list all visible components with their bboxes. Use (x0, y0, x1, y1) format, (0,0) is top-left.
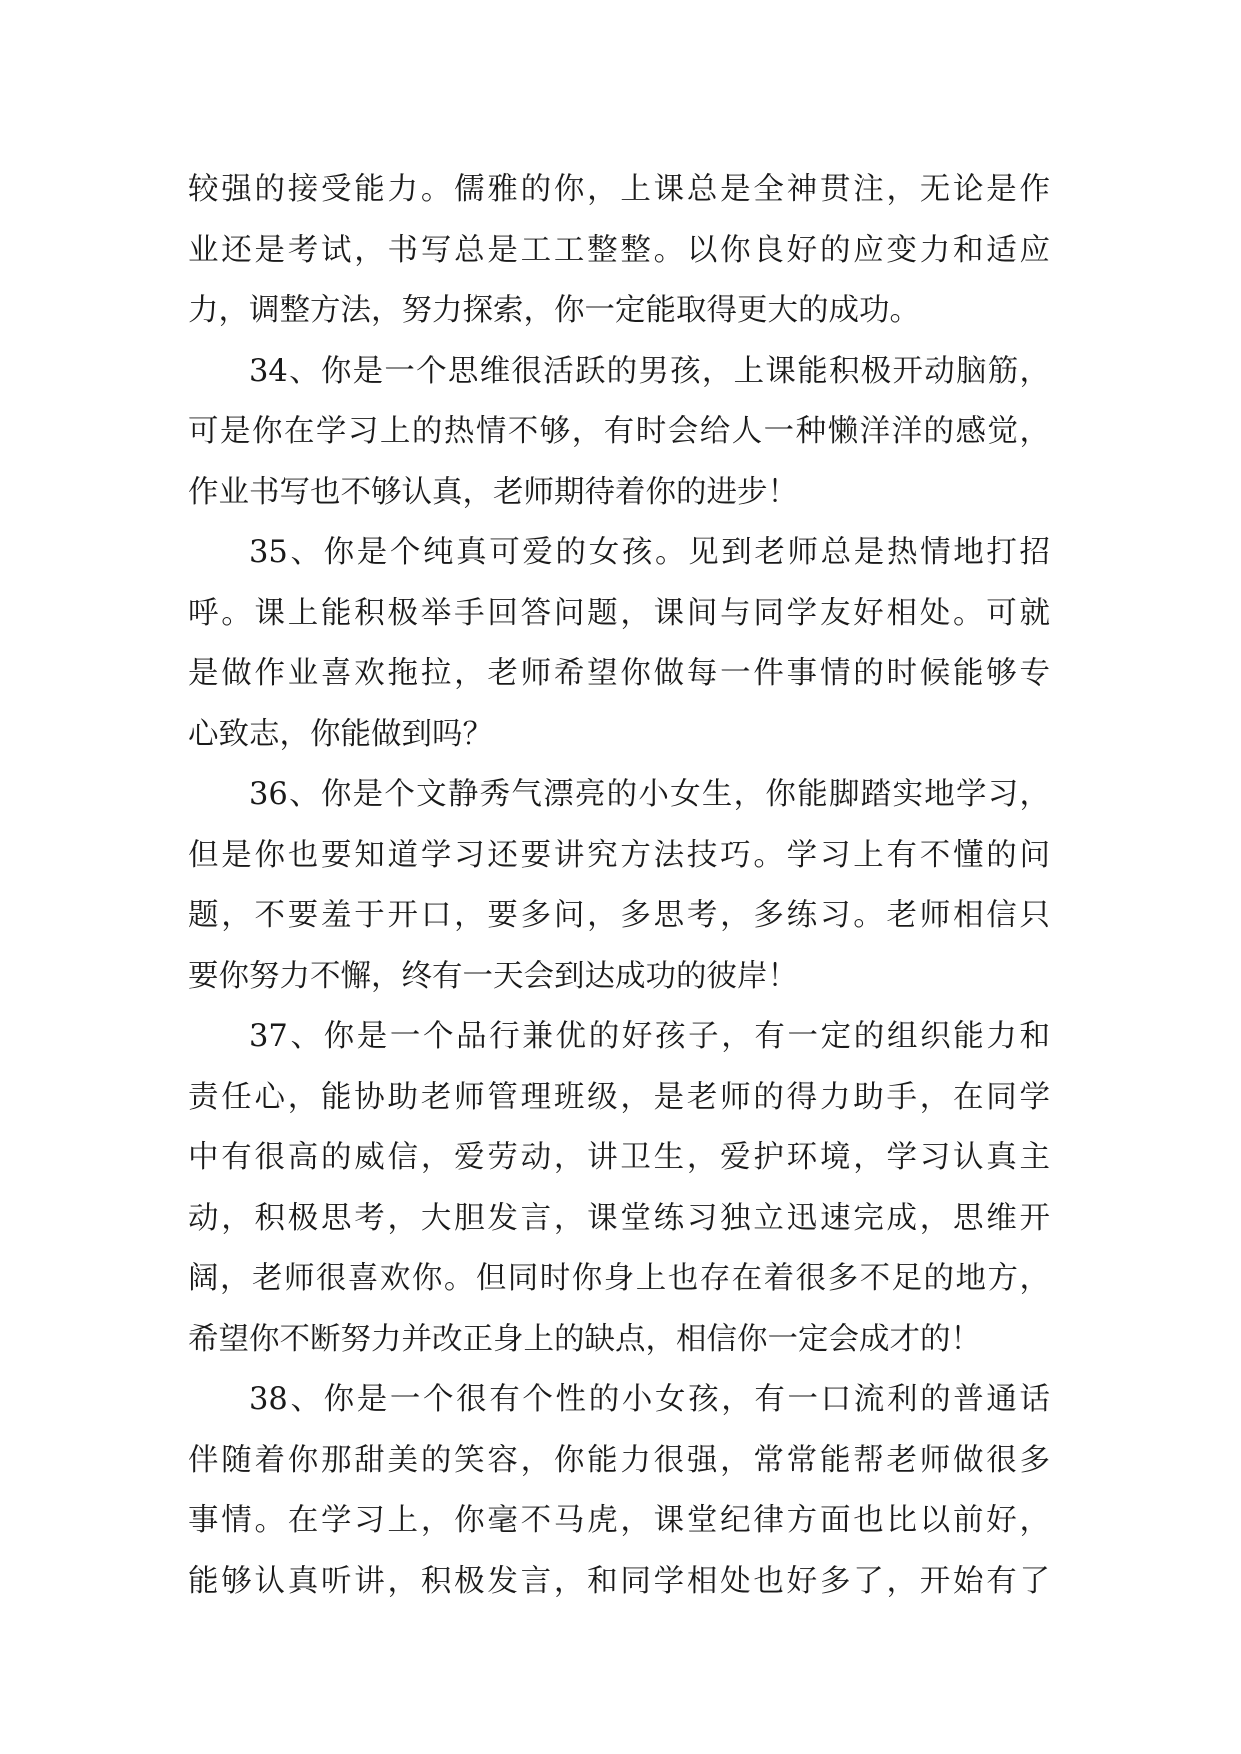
text-line: 心致志，你能做到吗？ (188, 716, 493, 752)
text-line: 力，调整方法，努力探索，你一定能取得更大的成功。 (188, 293, 920, 328)
document-body (188, 160, 1050, 1612)
text-line: 是做作业喜欢拖拉，老师希望你做每一件事情的时候能够专 (188, 656, 1050, 691)
text-line: 可是你在学习上的热情不够，有时会给人一种懒洋洋的感觉， (188, 414, 1050, 449)
text-line: 但是你也要知道学习还要讲究方法技巧。学习上有不懂的问 (188, 837, 1050, 873)
text-line: 呼。课上能积极举手回答问题，课间与同学友好相处。可就 (188, 595, 1050, 631)
paragraph-start-37: 37、你是一个品行兼优的好孩子，有一定的组织能力和 (249, 1019, 1050, 1054)
paragraph-start-36: 36、你是个文静秀气漂亮的小女生，你能脚踏实地学习， (249, 777, 1050, 812)
paragraph-start-34: 34、你是一个思维很活跃的男孩，上课能积极开动脑筋， (249, 353, 1050, 389)
text-line: 动，积极思考，大胆发言，课堂练习独立迅速完成，思维开 (188, 1200, 1050, 1236)
text-line: 中有很高的威信，爱劳动，讲卫生，爱护环境，学习认真主 (188, 1140, 1050, 1175)
text-line: 希望你不断努力并改正身上的缺点，相信你一定会成才的！ (188, 1321, 981, 1357)
text-line: 事情。在学习上，你毫不马虎，课堂纪律方面也比以前好， (188, 1503, 1050, 1538)
text-line: 要你努力不懈，终有一天会到达成功的彼岸！ (188, 958, 798, 994)
paragraph-start-35: 35、你是个纯真可爱的女孩。见到老师总是热情地打招 (249, 535, 1050, 570)
text-line: 业还是考试，书写总是工工整整。以你良好的应变力和适应 (188, 232, 1050, 268)
paragraph-start-38: 38、你是一个很有个性的小女孩，有一口流利的普通话 (249, 1382, 1050, 1417)
text-line: 阔，老师很喜欢你。但同时你身上也存在着很多不足的地方， (188, 1261, 1050, 1296)
text-line: 较强的接受能力。儒雅的你，上课总是全神贯注，无论是作 (188, 172, 1050, 207)
text-line: 责任心，能协助老师管理班级，是老师的得力助手，在同学 (188, 1079, 1050, 1115)
text-line: 题，不要羞于开口，要多问，多思考，多练习。老师相信只 (188, 898, 1050, 933)
text-line: 能够认真听讲，积极发言，和同学相处也好多了，开始有了 (188, 1563, 1050, 1599)
text-line: 作业书写也不够认真，老师期待着你的进步！ (188, 474, 798, 510)
text-line: 伴随着你那甜美的笑容，你能力很强，常常能帮老师做很多 (188, 1442, 1050, 1478)
